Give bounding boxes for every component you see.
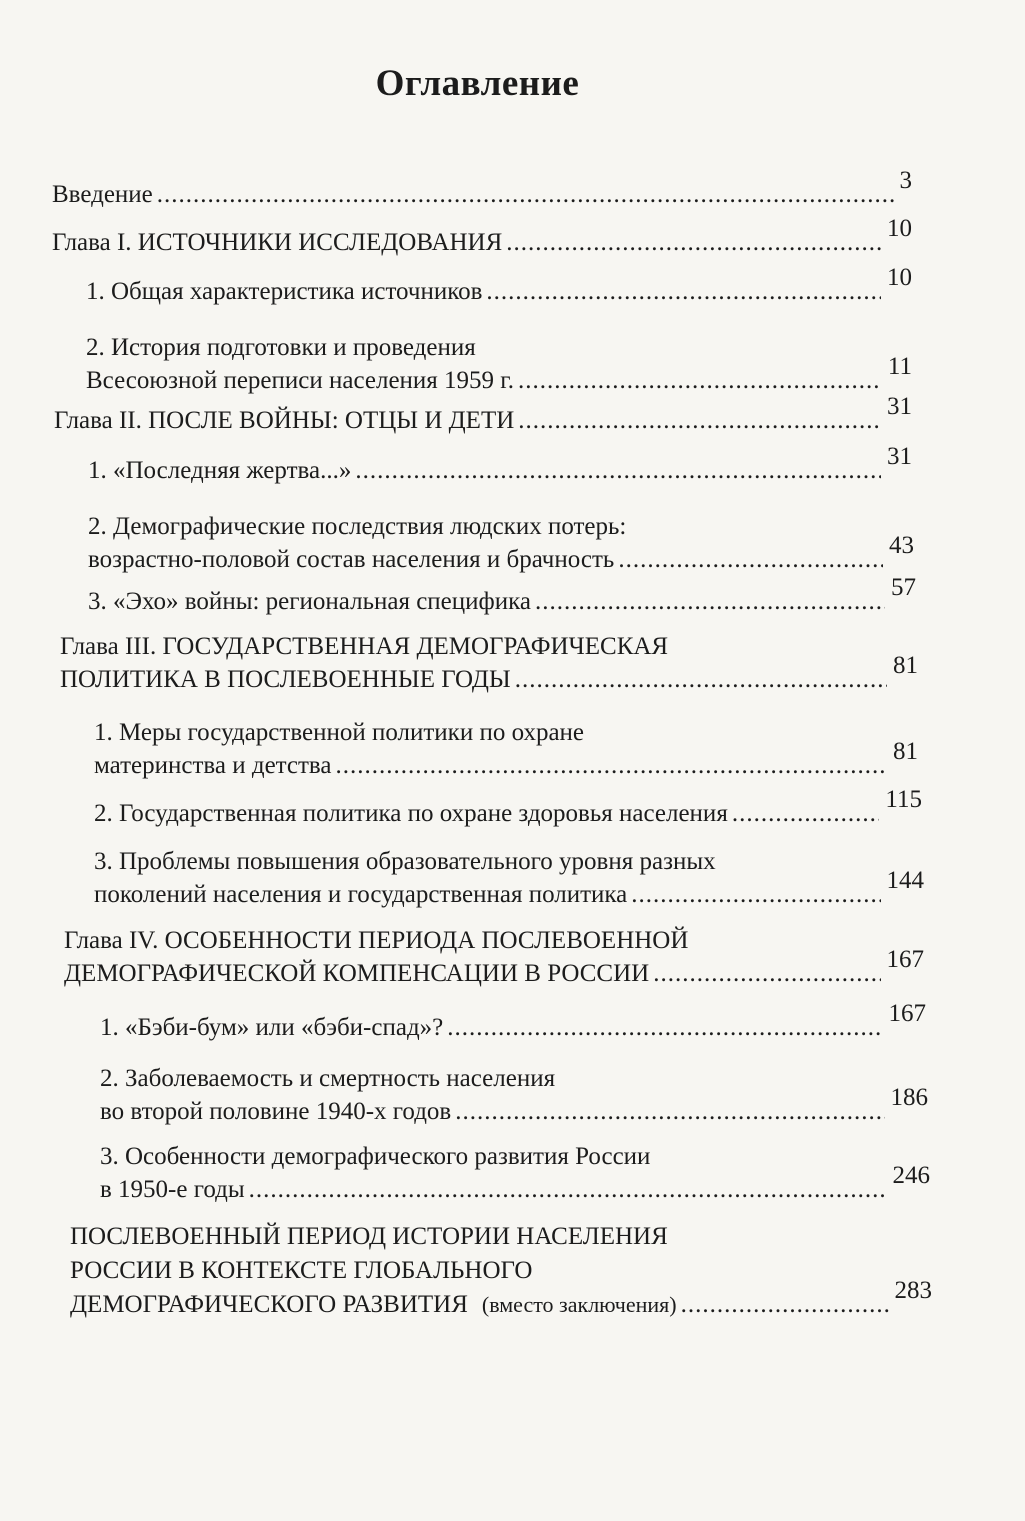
toc-page-number: 186 [890,1084,928,1111]
toc-entry-title: в 1950-е годы [100,1176,245,1203]
toc-entry-title: 3. Особенности демографического развития России [100,1143,651,1170]
toc-entry-chapter-1 [52,215,912,259]
toc-entry-title: 2. Демографические последствия людских потерь: [88,513,627,540]
toc-entry-title: ДЕМОГРАФИЧЕСКОЙ КОМПЕНСАЦИИ В РОССИИ [64,960,650,987]
toc-entry-1-2 [86,331,912,397]
toc-leader-dots [681,1288,889,1322]
toc-entry-3-3 [94,845,924,911]
toc-entry-title: материнства и детства [94,752,332,779]
toc-leader-dots [653,957,880,990]
toc-entry-2-3 [88,574,916,618]
toc-entry-title: ПОЛИТИКА В ПОСЛЕВОЕННЫЕ ГОДЫ [60,666,511,693]
toc-leader-dots [249,1173,887,1206]
toc-entry-conclusion [70,1220,932,1322]
toc-leader-dots [535,585,885,618]
toc-entry-title: 1. «Последняя жертва...» [88,457,352,484]
toc-page-number: 144 [886,867,924,894]
toc-entry-4-1 [100,1000,926,1044]
toc-page-number: 246 [892,1162,930,1189]
toc-entry-title: РОССИИ В КОНТЕКСТЕ ГЛОБАЛЬНОГО [70,1257,533,1284]
toc-entry-title: Всесоюзной переписи населения 1959 г. [86,367,514,394]
toc-leader-dots [506,226,881,259]
toc-page-number: 167 [888,1000,926,1027]
toc-entry-title: ДЕМОГРАФИЧЕСКОГО РАЗВИТИЯ [70,1291,468,1318]
toc-entry-chapter-4 [64,924,924,990]
toc-entry-3-2 [94,786,922,830]
toc-entry-3-1 [94,716,918,782]
toc-entry-title: 1. Общая характеристика источников [86,278,483,305]
toc-entry-4-3 [100,1140,930,1206]
toc-entry-title: 1. «Бэби-бум» или «бэби-спад»? [100,1014,444,1041]
toc-entry-1-1 [86,264,912,308]
toc-page-number: 81 [893,652,918,679]
toc-leader-dots [336,749,888,782]
toc-entry-suffix: (вместо заключения) [481,1292,677,1317]
toc-leader-dots [157,178,894,211]
toc-entry-chapter-3 [60,630,918,696]
toc-leader-dots [518,364,882,397]
toc-entry-title: ПОСЛЕВОЕННЫЙ ПЕРИОД ИСТОРИИ НАСЕЛЕНИЯ [70,1223,668,1250]
toc-page-number: 81 [893,738,918,765]
toc-entry-chapter-2 [54,393,912,437]
toc-entry-title: поколений населения и государственная политика [94,881,628,908]
toc-leader-dots [618,543,883,576]
toc-entry-title: 2. Заболеваемость и смертность населения [100,1065,556,1092]
toc-page-number: 31 [887,393,912,420]
page-title: Оглавление [375,63,580,104]
toc-entry-title: 2. История подготовки и проведения [86,334,476,361]
toc-entry-title: 3. Проблемы повышения образовательного уровня разных [94,848,716,875]
toc-leader-dots [455,1095,884,1128]
toc-leader-dots [631,878,880,911]
toc-entry-2-2 [88,510,914,576]
toc-entry-title: Глава IV. ОСОБЕННОСТИ ПЕРИОДА ПОСЛЕВОЕННОЙ [64,927,689,954]
toc-leader-dots [515,663,887,696]
toc-entry-2-1 [88,443,912,487]
toc-page-number: 11 [887,353,912,380]
toc-page-number: 167 [886,946,924,973]
toc-page-number: 283 [894,1277,932,1304]
toc-entry-title: Введение [52,181,153,208]
toc-entry-title: во второй половине 1940-х годов [100,1098,452,1125]
toc-page-number: 10 [887,215,912,242]
toc-page-number: 3 [899,167,912,194]
toc-entry-title: 1. Меры государственной политики по охране [94,719,585,746]
toc-leader-dots [518,404,881,437]
toc-page-number: 10 [887,264,912,291]
toc-leader-dots [447,1011,882,1044]
toc-leader-dots [486,275,881,308]
toc-entry-title: Глава III. ГОСУДАРСТВЕННАЯ ДЕМОГРАФИЧЕСКАЯ [60,633,669,660]
toc-entry-introduction [52,167,912,211]
toc-leader-dots [355,454,881,487]
toc-page-number: 31 [887,443,912,470]
toc-entry-title: 3. «Эхо» войны: региональная специфика [88,588,531,615]
toc-page-number: 57 [891,574,916,601]
toc-page-number: 43 [889,532,914,559]
toc-entry-title: Глава I. ИСТОЧНИКИ ИССЛЕДОВАНИЯ [52,229,503,256]
toc-page-number: 115 [885,786,922,813]
toc-entry-title: 2. Государственная политика по охране здоровья населения [94,800,728,827]
toc-leader-dots [732,797,880,830]
toc-entry-title: возрастно-половой состав населения и брачность [88,546,615,573]
toc-entry-title: Глава II. ПОСЛЕ ВОЙНЫ: ОТЦЫ И ДЕТИ [54,407,515,434]
toc-entry-4-2 [100,1062,928,1128]
